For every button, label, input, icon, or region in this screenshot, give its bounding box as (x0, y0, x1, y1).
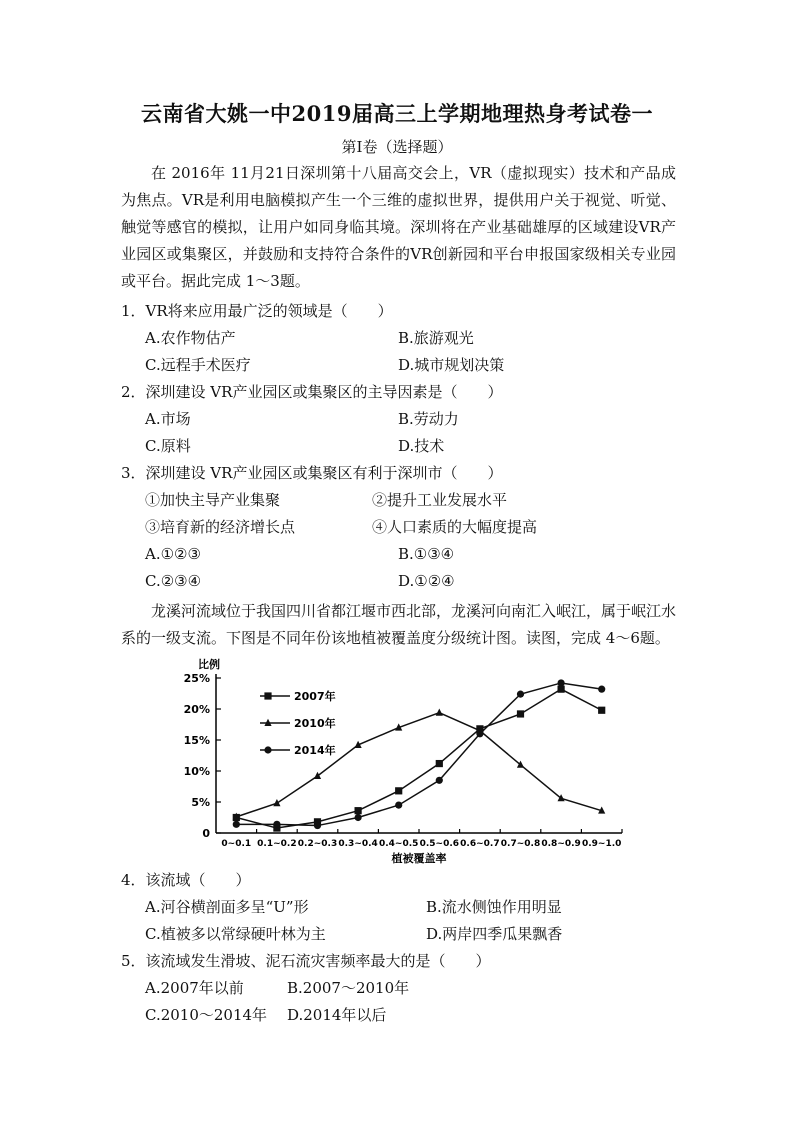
data-point-circle (314, 822, 321, 829)
question-1-option-d: D.城市规划决策 (398, 356, 505, 374)
x-tick-label: 0.6~0.7 (460, 839, 500, 849)
question-3-statement-2: ②提升工业发展水平 (372, 491, 508, 509)
data-point-circle (476, 730, 483, 737)
question-5-option-c: C.2010～2014年 (145, 1006, 268, 1024)
x-axis-label: 植被覆盖率 (391, 852, 447, 865)
x-tick-label: 0.5~0.6 (419, 839, 460, 849)
y-tick-label: 15% (183, 734, 210, 747)
question-1-stem: 1．VR将来应用最广泛的领域是（ ） (121, 302, 393, 320)
question-2-option-b: B.劳动力 (398, 410, 459, 428)
series-circle (233, 679, 606, 829)
data-point-circle (517, 691, 524, 698)
question-4-option-b: B.流水侧蚀作用明显 (426, 898, 562, 916)
question-4-stem: 4．该流域（ ） (121, 871, 251, 889)
question-3-statement-4: ④人口素质的大幅度提高 (372, 518, 538, 536)
question-3-option-a: A.①②③ (145, 545, 201, 563)
question-3-statement-1: ①加快主导产业集聚 (145, 491, 281, 509)
data-point-square (436, 760, 443, 767)
series-line (236, 683, 601, 826)
data-point-circle (355, 814, 362, 821)
x-tick-label: 0.9~1.0 (581, 839, 622, 849)
question-3-stem: 3．深圳建设 VR产业园区或集聚区有利于深圳市（ ） (121, 464, 503, 482)
vegetation-coverage-chart (183, 656, 630, 866)
question-5-option-d: D.2014年以后 (287, 1006, 387, 1024)
y-tick-label: 0 (202, 827, 210, 840)
question-2-option-a: A.市场 (145, 410, 191, 428)
data-point-circle (436, 777, 443, 784)
data-point-square (264, 692, 271, 699)
y-axis-label: 比例 (198, 658, 220, 671)
x-tick-label: 0.1~0.2 (257, 839, 297, 849)
x-tick-label: 0.4~0.5 (378, 839, 419, 849)
series-line (236, 689, 601, 828)
data-point-square (558, 686, 565, 693)
x-tick-label: 0.3~0.4 (338, 839, 378, 849)
data-point-triangle (558, 794, 565, 801)
question-1-option-c: C.远程手术医疗 (145, 356, 251, 374)
y-tick-label: 25% (183, 672, 210, 685)
legend-label: 2010年 (294, 717, 336, 730)
question-5-stem: 5．该流域发生滑坡、泥石流灾害频率最大的是（ ） (121, 952, 491, 970)
legend-label: 2014年 (294, 744, 336, 757)
x-tick-label: 0.7~0.8 (500, 839, 541, 849)
data-point-square (517, 710, 524, 717)
y-tick-label: 20% (183, 703, 210, 716)
question-2-option-d: D.技术 (398, 437, 445, 455)
data-point-circle (233, 821, 240, 828)
question-3-option-c: C.②③④ (145, 572, 202, 590)
passage-longxi: 龙溪河流域位于我国四川省都江堰市西北部，龙溪河向南汇入岷江，属于岷江水系的一级支流。下图是不同年份该地植被覆盖度分级统计图。读图，完成 4～6题。 (121, 602, 677, 647)
data-point-circle (395, 802, 402, 809)
legend-label: 2007年 (294, 690, 336, 703)
series-line (236, 713, 601, 817)
exam-title: 云南省大姚一中2019届高三上学期地理热身考试卷一 (141, 101, 653, 126)
question-1-option-a: A.农作物估产 (145, 329, 236, 347)
x-tick-label: 0.2~0.3 (297, 839, 338, 849)
question-1-option-b: B.旅游观光 (398, 329, 474, 347)
section-label: 第Ⅰ卷（选择题） (341, 138, 453, 156)
question-2-option-c: C.原料 (145, 437, 191, 455)
question-5-option-b: B.2007～2010年 (287, 979, 410, 997)
data-point-triangle (517, 761, 524, 768)
data-point-square (355, 807, 362, 814)
data-point-circle (558, 679, 565, 686)
data-point-square (598, 707, 605, 714)
passage-vr: 在 2016年 11月21日深圳第十八届高交会上，VR（虚拟现实）技术和产品成为焦点。VR是利用电脑模拟产生一个三维的虚拟世界，提供用户关于视觉、听觉、触觉等感官的模拟，让用户如同身临其境。深圳将在产业基础雄厚的区域建设VR产业园区或集聚区，并鼓励和支持符合条件的VR创新园和平台申报国家级相关专业园或平台。据此完成 1～3题。 (121, 164, 676, 290)
data-point-triangle (273, 799, 280, 806)
chart-axes (184, 657, 622, 865)
data-point-triangle (314, 772, 321, 779)
question-2-stem: 2．深圳建设 VR产业园区或集聚区的主导因素是（ ） (121, 383, 503, 401)
chart-series (233, 679, 606, 831)
data-point-circle (273, 821, 280, 828)
chart-legend (260, 689, 336, 757)
question-4-option-c: C.植被多以常绿硬叶林为主 (145, 925, 326, 943)
data-point-square (395, 787, 402, 794)
x-tick-label: 0~0.1 (221, 839, 252, 849)
question-3-option-d: D.①②④ (398, 572, 455, 590)
question-3-statement-3: ③培育新的经济增长点 (145, 518, 296, 536)
question-3-option-b: B.①③④ (398, 545, 455, 563)
series-triangle (233, 709, 606, 820)
data-point-circle (264, 746, 271, 753)
data-point-circle (598, 686, 605, 693)
x-tick-label: 0.8~0.9 (541, 839, 581, 849)
question-4-option-d: D.两岸四季瓜果飘香 (426, 925, 563, 943)
series-square (233, 686, 606, 832)
data-point-triangle (436, 709, 443, 716)
question-4-option-a: A.河谷横剖面多呈“U”形 (145, 898, 309, 916)
question-5-option-a: A.2007年以前 (145, 979, 244, 997)
y-tick-label: 5% (191, 796, 210, 809)
y-tick-label: 10% (183, 765, 210, 778)
